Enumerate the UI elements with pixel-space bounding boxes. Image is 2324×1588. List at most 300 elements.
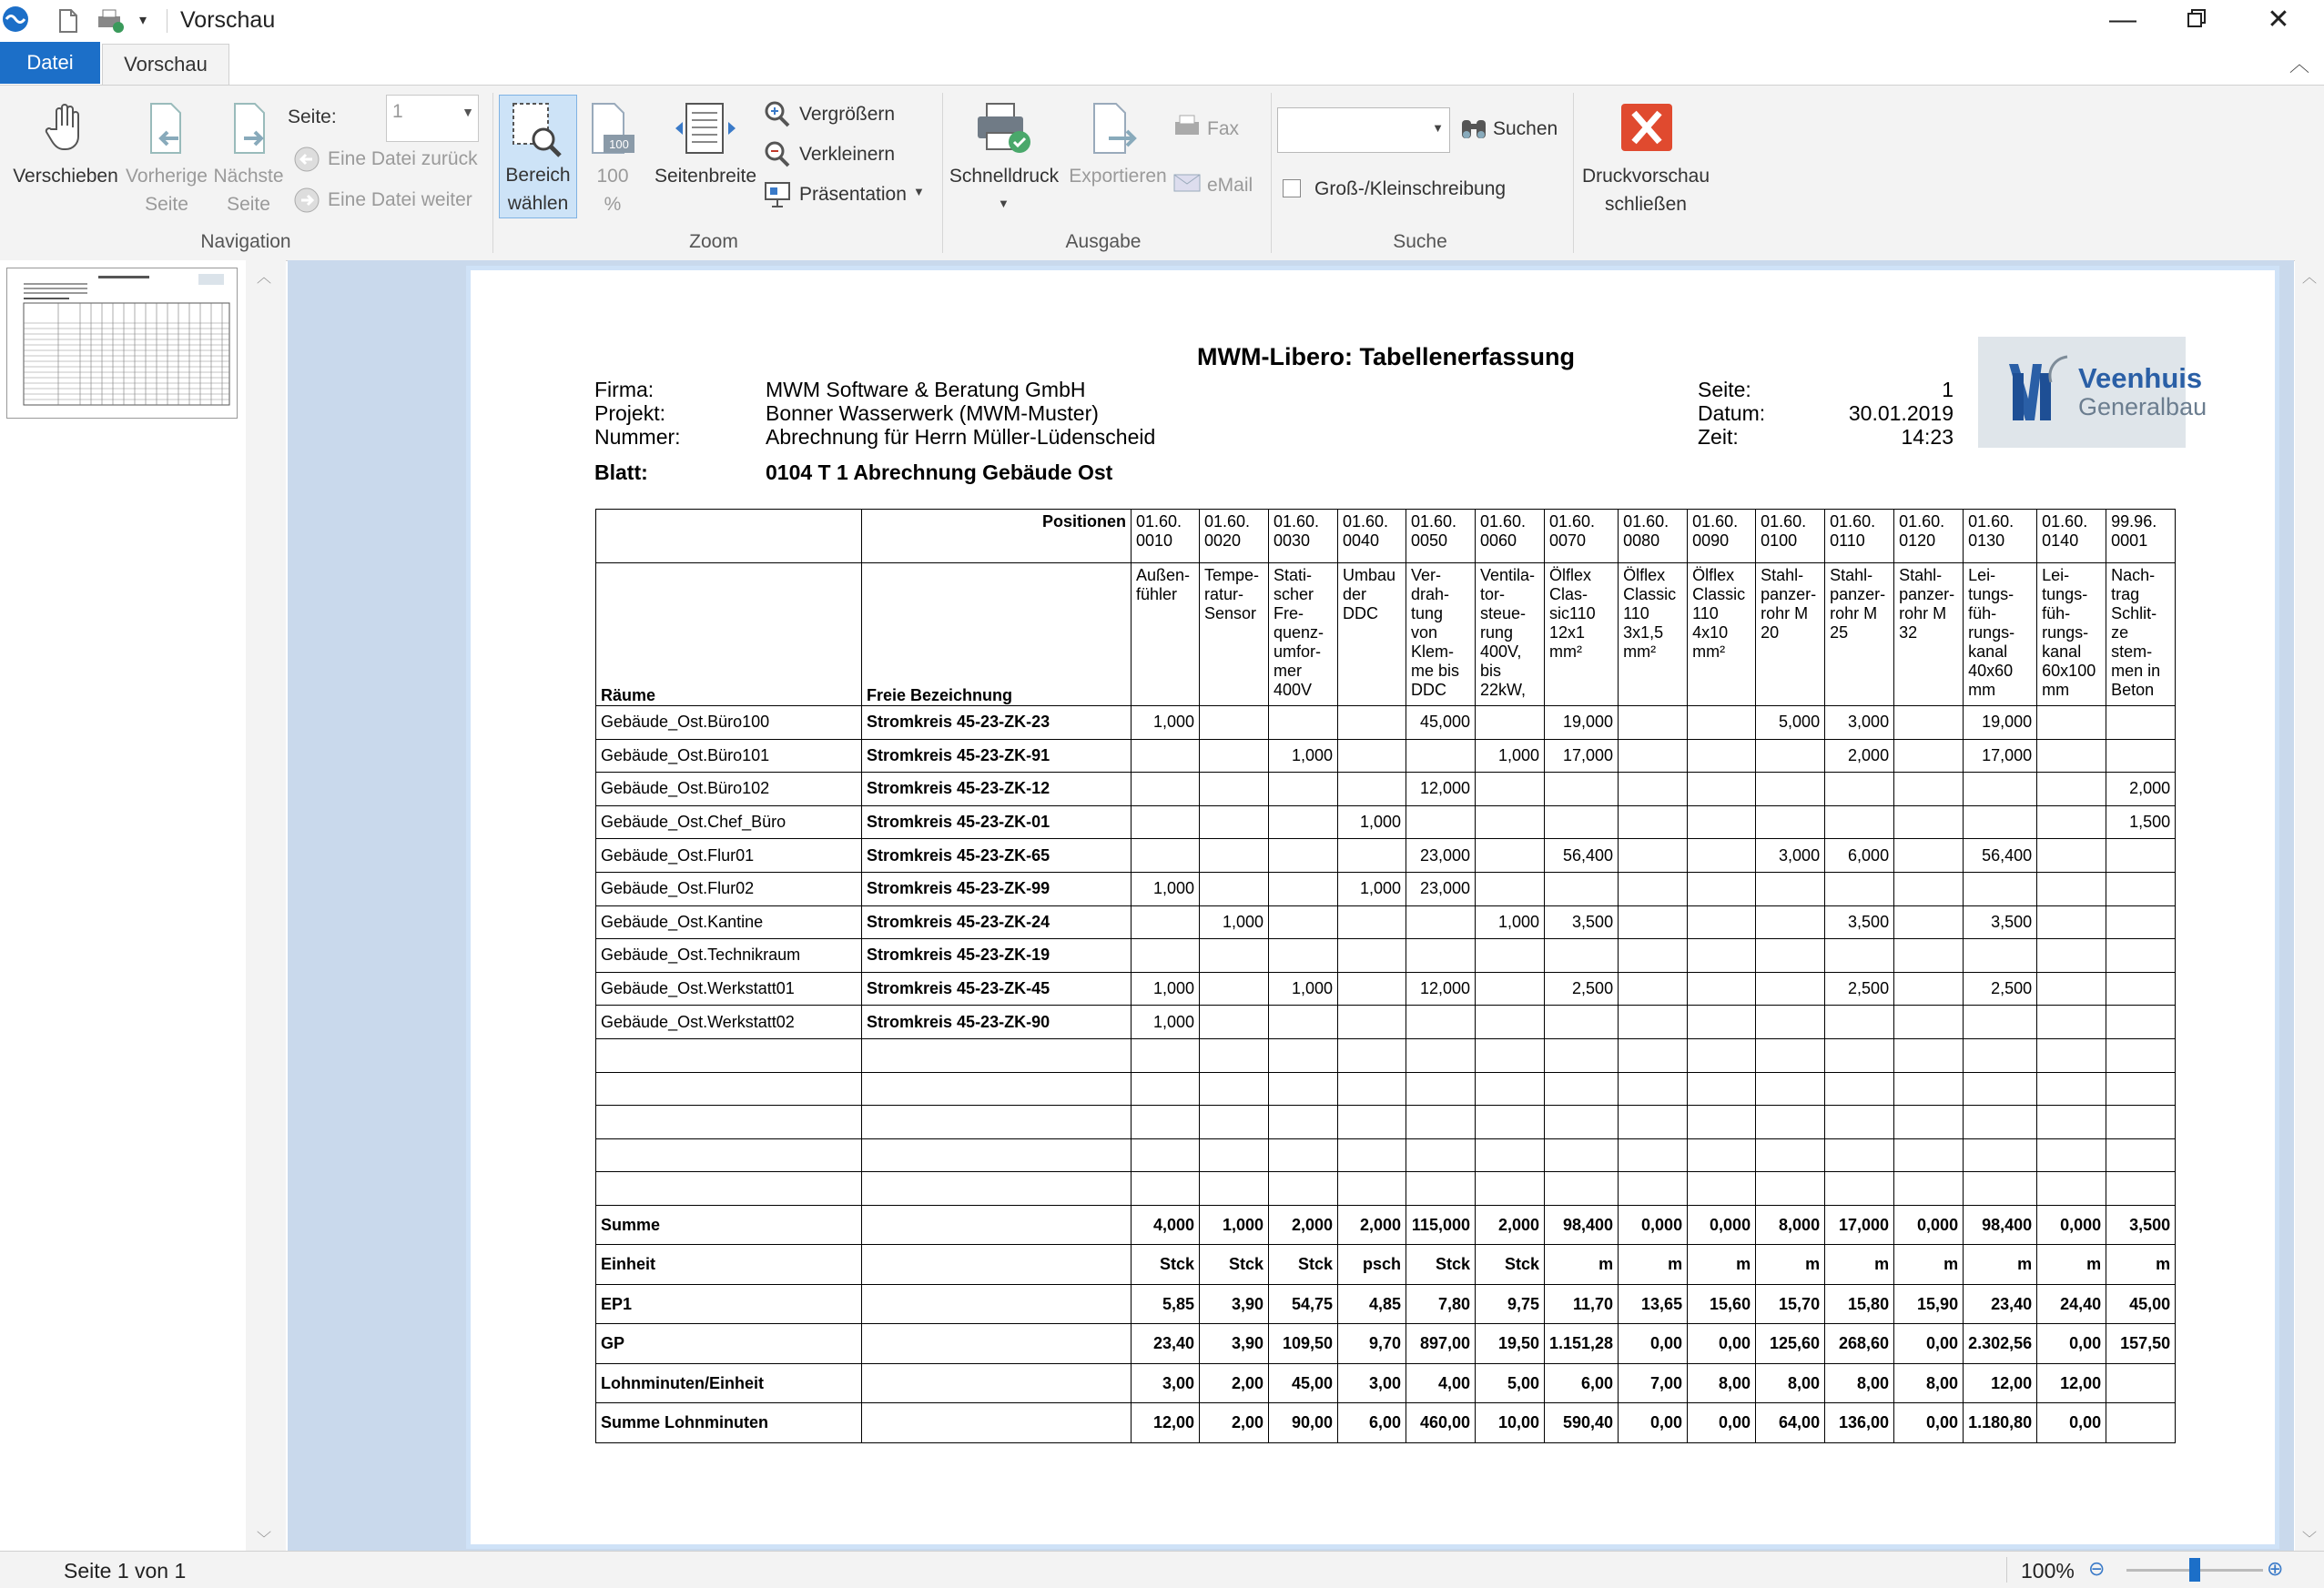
empty-row — [596, 1172, 2176, 1206]
summary-label: GP — [596, 1324, 862, 1364]
table-row — [596, 1006, 2176, 1039]
summary-value: m — [2037, 1245, 2106, 1285]
position-description: Ölflex Clas- sic110 12x1 mm² — [1545, 563, 1619, 706]
value-cell — [1619, 805, 1688, 839]
group-search-label: Suche — [1393, 231, 1447, 252]
file-back-button[interactable]: Eine Datei zurück — [328, 148, 478, 169]
empty-cell — [1825, 1138, 1894, 1172]
value-cell — [1269, 839, 1338, 873]
summary-value: 3,90 — [1200, 1284, 1269, 1324]
summary-value: 2.302,56 — [1964, 1324, 2037, 1364]
minimize-button[interactable]: — — [2109, 5, 2136, 35]
position-code: 01.60. 0130 — [1964, 510, 2037, 563]
close-window-button[interactable]: ✕ — [2267, 5, 2290, 35]
value-cell: 2,500 — [1964, 972, 2037, 1006]
value-cell — [1338, 839, 1406, 873]
empty-cell — [1406, 1038, 1476, 1072]
value-cell — [2037, 739, 2106, 773]
summary-value: 90,00 — [1269, 1403, 1338, 1443]
ribbon — [0, 85, 2324, 261]
summary-value: 0,000 — [1688, 1205, 1756, 1245]
file-forward-button[interactable]: Eine Datei weiter — [328, 189, 472, 210]
value-cell — [2106, 706, 2176, 740]
page-status: Seite 1 von 1 — [64, 1559, 187, 1583]
move-button[interactable]: Verschieben — [13, 166, 118, 187]
empty-cell — [1619, 1106, 1688, 1139]
circuit-cell: Stromkreis 45-23-ZK-23 — [862, 706, 1132, 740]
summary-value: m — [2106, 1245, 2176, 1285]
blatt-value: 0104 T 1 Abrechnung Gebäude Ost — [766, 460, 1113, 484]
value-cell — [1688, 739, 1756, 773]
value-cell — [2037, 972, 2106, 1006]
previous-page-icon — [144, 102, 189, 161]
value-cell: 1,000 — [1269, 972, 1338, 1006]
room-cell: Gebäude_Ost.Flur01 — [596, 839, 862, 873]
seite-value: 1 — [1942, 378, 1954, 401]
summary-label: EP1 — [596, 1284, 862, 1324]
value-cell — [1894, 706, 1964, 740]
empty-row — [596, 1038, 2176, 1072]
value-cell — [2037, 773, 2106, 806]
scroll-up-icon[interactable]: ︿ — [2302, 270, 2318, 286]
value-cell — [1269, 1006, 1338, 1039]
fax-button[interactable]: Fax — [1207, 118, 1240, 139]
value-cell — [1269, 805, 1338, 839]
value-cell — [1756, 1006, 1825, 1039]
value-cell — [2106, 972, 2176, 1006]
company-logo — [1978, 337, 2207, 448]
firma-label: Firma: — [594, 378, 655, 401]
empty-cell — [1338, 1072, 1406, 1106]
select-area-button[interactable] — [499, 95, 577, 218]
summary-value: 24,40 — [2037, 1284, 2106, 1324]
position-description: Außen- fühler — [1132, 563, 1200, 706]
empty-cell — [1756, 1038, 1825, 1072]
page-thumbnail[interactable] — [6, 268, 238, 419]
value-cell — [1825, 805, 1894, 839]
value-cell — [1545, 805, 1619, 839]
table-row — [596, 839, 2176, 873]
value-cell — [1894, 872, 1964, 905]
summary-value: 17,000 — [1825, 1205, 1894, 1245]
empty-cell — [2106, 1072, 2176, 1106]
thumbnail-scrollbar[interactable] — [246, 260, 286, 1551]
empty-cell — [1132, 1138, 1200, 1172]
empty-cell — [1688, 1072, 1756, 1106]
circuit-cell: Stromkreis 45-23-ZK-24 — [862, 905, 1132, 939]
empty-cell — [1338, 1106, 1406, 1139]
empty-cell — [1269, 1038, 1338, 1072]
summary-value: Stck — [1132, 1245, 1200, 1285]
nummer-value: Abrechnung für Herrn Müller-Lüdenscheid — [766, 425, 1156, 449]
select-area-label: Bereich wählen — [505, 165, 571, 214]
summary-value: 98,400 — [1964, 1205, 2037, 1245]
summary-value: 15,60 — [1688, 1284, 1756, 1324]
value-cell: 17,000 — [1964, 739, 2037, 773]
value-cell — [1894, 839, 1964, 873]
window-title: Vorschau — [180, 7, 276, 33]
summary-value: m — [1964, 1245, 2037, 1285]
circuit-cell: Stromkreis 45-23-ZK-99 — [862, 872, 1132, 905]
table-row — [596, 706, 2176, 740]
export-button[interactable]: Exportieren — [1069, 166, 1167, 187]
summary-value: m — [1756, 1245, 1825, 1285]
group-navigation-label: Navigation — [200, 231, 291, 252]
tab-file[interactable]: Datei — [0, 42, 100, 84]
summary-value: psch — [1338, 1245, 1406, 1285]
summary-value: 4,00 — [1406, 1363, 1476, 1403]
value-cell: 2,500 — [1825, 972, 1894, 1006]
value-cell: 3,500 — [1964, 905, 2037, 939]
summary-value — [2106, 1363, 2176, 1403]
summary-value: Stck — [1406, 1245, 1476, 1285]
empty-cell — [862, 1138, 1132, 1172]
header-row-positions — [596, 510, 2176, 563]
next-page-button[interactable]: Nächste Seite — [213, 166, 284, 215]
zoom-in-small-icon[interactable]: ⊕ — [2267, 1557, 2284, 1580]
nummer-label: Nummer: — [594, 425, 681, 449]
value-cell — [1476, 773, 1545, 806]
empty-cell — [1964, 1106, 2037, 1139]
summary-value: m — [1688, 1245, 1756, 1285]
empty-cell — [596, 1072, 862, 1106]
summary-value: 8,00 — [1894, 1363, 1964, 1403]
summary-value: 9,70 — [1338, 1324, 1406, 1364]
summary-value: 15,90 — [1894, 1284, 1964, 1324]
position-description: Stahl- panzer- rohr M 25 — [1825, 563, 1894, 706]
empty-cell — [1545, 1172, 1619, 1206]
position-code: 01.60. 0010 — [1132, 510, 1200, 563]
summary-value: 12,00 — [2037, 1363, 2106, 1403]
value-cell: 45,000 — [1406, 706, 1476, 740]
summary-value: 15,70 — [1756, 1284, 1825, 1324]
value-cell: 1,000 — [1338, 805, 1406, 839]
value-cell: 2,000 — [2106, 773, 2176, 806]
value-cell — [1825, 939, 1894, 973]
value-cell — [1619, 773, 1688, 806]
summary-row — [596, 1363, 2176, 1403]
value-cell — [2037, 839, 2106, 873]
value-cell — [1132, 773, 1200, 806]
zoom-slider[interactable] — [2126, 1569, 2263, 1572]
summary-value: 2,00 — [1200, 1363, 1269, 1403]
presentation-button[interactable]: Präsentation — [799, 184, 907, 205]
value-cell — [1825, 1006, 1894, 1039]
email-button[interactable]: eMail — [1207, 175, 1253, 196]
position-code: 01.60. 0070 — [1545, 510, 1619, 563]
value-cell — [1756, 939, 1825, 973]
empty-cell — [1200, 1072, 1269, 1106]
empty-cell — [2037, 1038, 2106, 1072]
room-cell: Gebäude_Ost.Chef_Büro — [596, 805, 862, 839]
value-cell — [2106, 939, 2176, 973]
summary-value: 125,60 — [1756, 1324, 1825, 1364]
report-title: MWM-Libero: Tabellenerfassung — [1197, 343, 1576, 370]
position-code: 01.60. 0020 — [1200, 510, 1269, 563]
summary-value: 3,500 — [2106, 1205, 2176, 1245]
empty-cell — [1756, 1072, 1825, 1106]
value-cell — [2037, 872, 2106, 905]
summary-value: 0,000 — [2037, 1205, 2106, 1245]
summary-value: 5,00 — [1476, 1363, 1545, 1403]
zoom-100-icon — [587, 102, 638, 161]
value-cell — [2106, 872, 2176, 905]
empty-cell — [1545, 1106, 1619, 1139]
summary-value: 19,50 — [1476, 1324, 1545, 1364]
empty-cell — [1406, 1172, 1476, 1206]
empty-cell — [862, 1072, 1132, 1106]
quick-access-dropdown-icon[interactable]: ▾ — [139, 13, 147, 28]
value-cell — [1200, 939, 1269, 973]
value-cell — [1545, 1006, 1619, 1039]
empty-cell — [2037, 1172, 2106, 1206]
value-cell: 5,000 — [1756, 706, 1825, 740]
value-cell — [1756, 972, 1825, 1006]
page-width-button[interactable]: Seitenbreite — [654, 166, 757, 187]
value-cell: 6,000 — [1825, 839, 1894, 873]
summary-row — [596, 1324, 2176, 1364]
restore-button[interactable] — [2178, 2, 2215, 38]
value-cell — [1338, 972, 1406, 1006]
summary-value: 8,00 — [1756, 1363, 1825, 1403]
summary-blank-cell — [862, 1403, 1132, 1443]
circuit-cell: Stromkreis 45-23-ZK-45 — [862, 972, 1132, 1006]
empty-cell — [1964, 1138, 2037, 1172]
summary-value: 4,85 — [1338, 1284, 1406, 1324]
value-cell — [1476, 872, 1545, 905]
empty-cell — [1756, 1172, 1825, 1206]
summary-value — [2106, 1403, 2176, 1443]
empty-cell — [2106, 1106, 2176, 1139]
summary-row — [596, 1403, 2176, 1443]
empty-cell — [1406, 1106, 1476, 1139]
empty-row — [596, 1138, 2176, 1172]
zoom-out-small-icon[interactable]: ⊖ — [2088, 1557, 2106, 1580]
zoom-slider-thumb[interactable] — [2189, 1558, 2200, 1582]
summary-value: 8,00 — [1825, 1363, 1894, 1403]
summary-value: 1.180,80 — [1964, 1403, 2037, 1443]
summary-value: 1.151,28 — [1545, 1324, 1619, 1364]
room-cell: Gebäude_Ost.Werkstatt01 — [596, 972, 862, 1006]
zoom-100-button[interactable]: 100 % — [596, 166, 629, 215]
scroll-up-icon[interactable]: ︿ — [257, 270, 272, 286]
value-cell — [1688, 1006, 1756, 1039]
summary-value: 3,90 — [1200, 1324, 1269, 1364]
summary-value: 0,000 — [1894, 1205, 1964, 1245]
value-cell — [1200, 839, 1269, 873]
value-cell: 19,000 — [1964, 706, 2037, 740]
page-number-field[interactable] — [386, 95, 479, 142]
summary-value: 2,000 — [1269, 1205, 1338, 1245]
summary-value: 8,00 — [1688, 1363, 1756, 1403]
summary-value: 1,000 — [1200, 1205, 1269, 1245]
summary-value: 3,00 — [1132, 1363, 1200, 1403]
value-cell: 12,000 — [1406, 972, 1476, 1006]
empty-cell — [1476, 1072, 1545, 1106]
header-blank-cell — [596, 510, 862, 563]
empty-cell — [1338, 1138, 1406, 1172]
empty-cell — [1269, 1172, 1338, 1206]
empty-cell — [1132, 1038, 1200, 1072]
value-cell — [1964, 1006, 2037, 1039]
position-description: Nach- trag Schlit- ze stem- men in Beton — [2106, 563, 2176, 706]
value-cell — [1545, 773, 1619, 806]
summary-value: 590,40 — [1545, 1403, 1619, 1443]
summary-value: 460,00 — [1406, 1403, 1476, 1443]
position-description: Ölflex Classic 110 3x1,5 mm² — [1619, 563, 1688, 706]
circuit-cell: Stromkreis 45-23-ZK-19 — [862, 939, 1132, 973]
summary-value: 157,50 — [2106, 1324, 2176, 1364]
value-cell — [1338, 1006, 1406, 1039]
summary-value: 23,40 — [1132, 1324, 1200, 1364]
position-description: Stahl- panzer- rohr M 20 — [1756, 563, 1825, 706]
summary-value: 0,00 — [1619, 1324, 1688, 1364]
logo-line1: Veenhuis — [2078, 362, 2203, 394]
empty-cell — [2106, 1172, 2176, 1206]
empty-cell — [1894, 1106, 1964, 1139]
summary-value: m — [1619, 1245, 1688, 1285]
value-cell: 2,000 — [1825, 739, 1894, 773]
summary-value: 11,70 — [1545, 1284, 1619, 1324]
value-cell — [1269, 872, 1338, 905]
page-number-dropdown-icon[interactable]: ▼ — [462, 105, 474, 119]
quick-print-icon[interactable] — [95, 7, 126, 41]
value-cell — [1756, 773, 1825, 806]
case-sensitive-label: Groß-/Kleinschreibung — [1314, 178, 1507, 199]
page-number-value: 1 — [392, 101, 403, 122]
value-cell — [1756, 739, 1825, 773]
quick-print-button[interactable]: Schnelldruck — [949, 166, 1060, 187]
presentation-dropdown-icon[interactable]: ▼ — [913, 185, 925, 198]
position-description: Umbau der DDC — [1338, 563, 1406, 706]
circuit-cell: Stromkreis 45-23-ZK-01 — [862, 805, 1132, 839]
zoom-out-button[interactable]: Verkleinern — [799, 144, 896, 165]
collapse-ribbon-icon[interactable]: ︿ — [2289, 53, 2310, 76]
zoom-percent: 100% — [2021, 1559, 2075, 1583]
value-cell — [1619, 739, 1688, 773]
summary-value: 7,00 — [1619, 1363, 1688, 1403]
case-sensitive-checkbox[interactable] — [1283, 179, 1301, 197]
summary-value: 115,000 — [1406, 1205, 1476, 1245]
close-preview-button[interactable]: Druckvorschau schließen — [1581, 166, 1710, 215]
summary-value: Stck — [1200, 1245, 1269, 1285]
value-cell — [1269, 905, 1338, 939]
value-cell: 56,400 — [1964, 839, 2037, 873]
scroll-down-icon[interactable]: ﹀ — [257, 1532, 272, 1547]
summary-value: 15,80 — [1825, 1284, 1894, 1324]
svg-text:100: 100 — [609, 137, 629, 151]
zoom-in-button[interactable]: Vergrößern — [799, 104, 896, 125]
preview-scrollbar[interactable] — [2295, 260, 2324, 1551]
empty-cell — [1619, 1038, 1688, 1072]
table-row — [596, 939, 2176, 973]
value-cell — [1132, 805, 1200, 839]
empty-cell — [596, 1172, 862, 1206]
summary-value: 136,00 — [1825, 1403, 1894, 1443]
value-cell — [1476, 805, 1545, 839]
previous-page-button[interactable]: Vorherige Seite — [126, 166, 208, 215]
presentation-icon — [763, 180, 792, 214]
value-cell — [1619, 905, 1688, 939]
value-cell — [1894, 939, 1964, 973]
value-cell — [2106, 739, 2176, 773]
position-code: 01.60. 0120 — [1894, 510, 1964, 563]
summary-label: Lohnminuten/Einheit — [596, 1363, 862, 1403]
value-cell: 1,000 — [1269, 739, 1338, 773]
new-document-icon[interactable] — [55, 7, 82, 41]
empty-cell — [596, 1106, 862, 1139]
search-dropdown-icon[interactable]: ▼ — [1432, 121, 1444, 135]
value-cell — [1200, 872, 1269, 905]
empty-cell — [1619, 1072, 1688, 1106]
value-cell — [1406, 1006, 1476, 1039]
value-cell — [1688, 839, 1756, 873]
empty-cell — [596, 1138, 862, 1172]
summary-label: Einheit — [596, 1245, 862, 1285]
zoom-out-icon — [763, 140, 792, 174]
room-cell: Gebäude_Ost.Flur02 — [596, 872, 862, 905]
search-button[interactable]: Suchen — [1493, 118, 1558, 139]
value-cell — [1132, 839, 1200, 873]
summary-value: 6,00 — [1338, 1403, 1406, 1443]
summary-value: 8,000 — [1756, 1205, 1825, 1245]
value-cell — [1894, 972, 1964, 1006]
value-cell: 56,400 — [1545, 839, 1619, 873]
summary-value: 268,60 — [1825, 1324, 1894, 1364]
empty-cell — [1964, 1072, 2037, 1106]
empty-cell — [1476, 1172, 1545, 1206]
tab-preview[interactable]: Vorschau — [102, 44, 229, 86]
empty-cell — [862, 1172, 1132, 1206]
value-cell: 1,000 — [1132, 706, 1200, 740]
empty-cell — [1132, 1072, 1200, 1106]
empty-cell — [2037, 1072, 2106, 1106]
scroll-down-icon[interactable]: ﹀ — [2302, 1532, 2318, 1547]
header-row-descriptions — [596, 563, 2176, 706]
position-description: Ventila- tor- steue- rung 400V, bis 22kW, — [1476, 563, 1545, 706]
datum-value: 30.01.2019 — [1848, 401, 1954, 425]
summary-value: Stck — [1269, 1245, 1338, 1285]
empty-cell — [1688, 1106, 1756, 1139]
zeit-value: 14:23 — [1901, 425, 1954, 449]
summary-value: 0,00 — [1894, 1324, 1964, 1364]
empty-cell — [1200, 1106, 1269, 1139]
position-description: Tempe- ratur- Sensor — [1200, 563, 1269, 706]
value-cell — [1338, 905, 1406, 939]
summary-blank-cell — [862, 1284, 1132, 1324]
position-code: 99.96. 0001 — [2106, 510, 2176, 563]
value-cell — [1688, 872, 1756, 905]
value-cell — [1894, 773, 1964, 806]
position-code: 01.60. 0080 — [1619, 510, 1688, 563]
search-input[interactable] — [1277, 107, 1450, 153]
value-cell — [2037, 706, 2106, 740]
data-table — [595, 509, 2176, 1443]
table-row — [596, 872, 2176, 905]
summary-blank-cell — [862, 1363, 1132, 1403]
summary-value: m — [1825, 1245, 1894, 1285]
value-cell — [1476, 706, 1545, 740]
hand-icon — [44, 102, 89, 157]
value-cell — [1200, 773, 1269, 806]
blatt-label: Blatt: — [594, 460, 648, 484]
empty-cell — [2106, 1038, 2176, 1072]
value-cell — [1619, 939, 1688, 973]
logo-line2: Generalbau — [2078, 393, 2207, 420]
summary-row — [596, 1245, 2176, 1285]
table-row — [596, 773, 2176, 806]
quick-print-dropdown-icon[interactable]: ▼ — [998, 197, 1010, 210]
